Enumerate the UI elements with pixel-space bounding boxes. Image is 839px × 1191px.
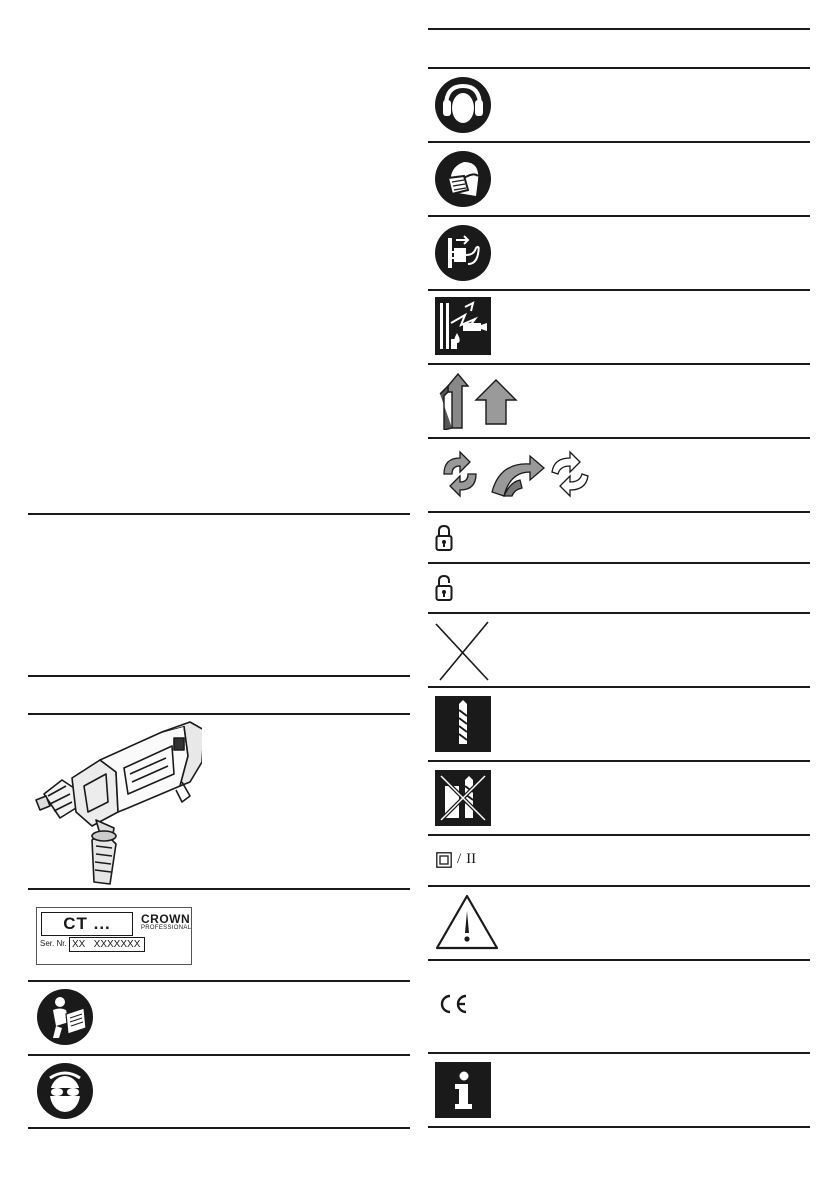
divider (428, 67, 810, 69)
ce-mark-icon (436, 993, 470, 1015)
drill-bit-icon (435, 696, 491, 752)
drill-illustration (32, 716, 202, 886)
divider (428, 215, 810, 217)
no-drill-bit-icon (435, 770, 491, 826)
divider (428, 511, 810, 513)
divider (28, 713, 410, 715)
safety-goggles-icon (36, 1062, 94, 1120)
divider (28, 980, 410, 982)
divider (28, 513, 410, 515)
unplug-icon (434, 224, 492, 282)
brand-subtitle: PROFESSIONAL (141, 925, 192, 931)
hidden-cables-warning-icon (435, 297, 491, 355)
divider (28, 675, 410, 677)
divider (428, 562, 810, 564)
divider (428, 28, 810, 30)
rating-label-illustration (36, 907, 192, 965)
divider (428, 1052, 810, 1054)
dust-mask-icon (434, 150, 492, 208)
divider (428, 760, 810, 762)
serial-value: XX XXXXXXX (69, 937, 145, 952)
double-square-icon (436, 852, 452, 868)
cross-icon (434, 620, 490, 682)
lock-closed-icon (435, 524, 453, 552)
divider (28, 1054, 410, 1056)
rotation-direction-icon (434, 448, 592, 500)
double-insulation-icon (436, 851, 476, 868)
arrows-icon (434, 372, 524, 430)
divider (428, 437, 810, 439)
ear-protection-icon (434, 76, 492, 134)
read-manual-icon (36, 988, 94, 1046)
divider (428, 959, 810, 961)
insulation-separator: / (457, 851, 462, 867)
brand-logo: CROWN (141, 912, 191, 926)
divider (428, 141, 810, 143)
divider (428, 1126, 810, 1128)
serial-label: Ser. Nr. (40, 939, 67, 948)
info-icon (435, 1062, 491, 1118)
divider (428, 686, 810, 688)
divider (428, 834, 810, 836)
model-box: CT ... (41, 912, 133, 936)
divider (428, 363, 810, 365)
divider (428, 885, 810, 887)
lock-open-icon (435, 574, 453, 602)
divider (428, 289, 810, 291)
divider (28, 1127, 410, 1129)
divider (28, 888, 410, 890)
warning-triangle-icon (434, 893, 500, 951)
divider (428, 612, 810, 614)
insulation-class: II (466, 851, 477, 867)
